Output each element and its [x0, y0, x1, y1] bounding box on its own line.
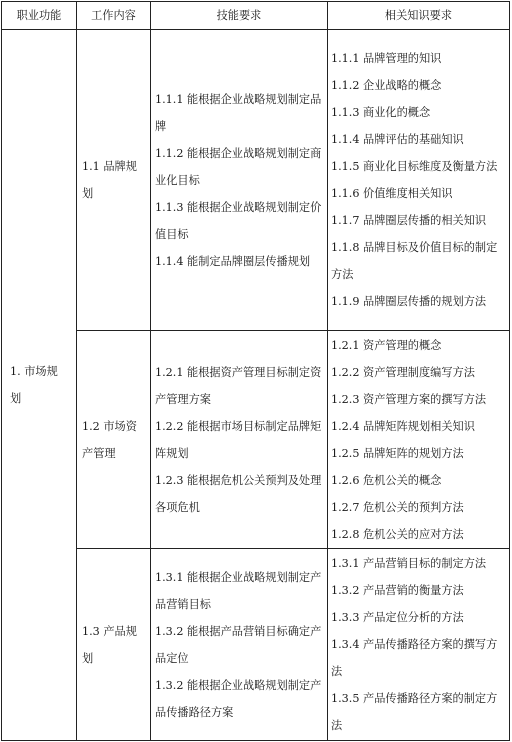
skill-item: 1.1.3 能根据企业战略规划制定价值目标 [155, 200, 322, 241]
knowledge-item: 1.1.9 品牌圈层传播的规划方法 [331, 295, 487, 308]
skills-cell [151, 331, 328, 549]
skill-item: 1.3.1 能根据企业战略规划制定产品营销目标 [155, 570, 322, 611]
knowledge-cell [328, 30, 510, 331]
knowledge-item: 1.1.5 商业化目标维度及衡量方法 [331, 160, 498, 173]
header-work: 工作内容 [77, 2, 151, 30]
knowledge-item: 1.2.4 品牌矩阵规划相关知识 [331, 419, 475, 433]
knowledge-cell [328, 331, 510, 549]
skills-cell [151, 549, 328, 741]
knowledge-item: 1.3.4 产品传播路径方案的撰写方法 [331, 638, 498, 678]
header-row [2, 2, 510, 30]
work-cell: 1.1 品牌规划 [77, 30, 151, 331]
knowledge-item: 1.1.3 商业化的概念 [331, 106, 431, 119]
skill-item: 1.2.3 能根据危机公关预判及处理各项危机 [155, 473, 322, 514]
knowledge-item: 1.2.8 危机公关的应对方法 [331, 527, 464, 541]
knowledge-item: 1.2.2 资产管理制度编写方法 [331, 365, 475, 379]
knowledge-item: 1.1.6 价值维度相关知识 [331, 187, 453, 200]
work-cell: 1.3 产品规划 [77, 549, 151, 741]
skill-item: 1.3.2 能根据产品营销目标确定产品定位 [155, 624, 322, 665]
skill-item: 1.2.1 能根据资产管理目标制定资产管理方案 [155, 365, 322, 406]
skill-item: 1.1.1 能根据企业战略规划制定品牌 [155, 92, 322, 133]
knowledge-item: 1.2.5 品牌矩阵的规划方法 [331, 446, 464, 460]
function-cell: 1. 市场规划 [2, 30, 77, 741]
knowledge-item: 1.2.7 危机公关的预判方法 [331, 500, 464, 514]
header-function: 职业功能 [2, 2, 77, 30]
knowledge-item: 1.2.6 危机公关的概念 [331, 473, 442, 487]
header-knowledge: 相关知识要求 [328, 2, 510, 30]
knowledge-item: 1.2.3 资产管理方案的撰写方法 [331, 392, 487, 406]
table-row [2, 30, 510, 331]
knowledge-item: 1.3.2 产品营销的衡量方法 [331, 584, 464, 597]
competency-table [1, 1, 510, 741]
knowledge-item: 1.1.7 品牌圈层传播的相关知识 [331, 214, 487, 227]
table-row [2, 331, 510, 549]
work-cell: 1.2 市场资产管理 [77, 331, 151, 549]
knowledge-item: 1.3.3 产品定位分析的方法 [331, 611, 464, 624]
skills-cell [151, 30, 328, 331]
knowledge-item: 1.2.1 资产管理的概念 [331, 338, 442, 352]
knowledge-item: 1.3.5 产品传播路径方案的制定方法 [331, 692, 498, 732]
knowledge-cell [328, 549, 510, 741]
knowledge-item: 1.1.8 品牌目标及价值目标的制定方法 [331, 241, 498, 281]
knowledge-item: 1.1.2 企业战略的概念 [331, 79, 442, 92]
knowledge-item: 1.3.1 产品营销目标的制定方法 [331, 557, 487, 570]
knowledge-item: 1.1.1 品牌管理的知识 [331, 52, 442, 65]
skill-item: 1.1.2 能根据企业战略规划制定商业化目标 [155, 146, 322, 187]
header-skills: 技能要求 [151, 2, 328, 30]
skill-item: 1.2.2 能根据市场目标制定品牌矩阵规划 [155, 419, 322, 460]
table-row [2, 549, 510, 741]
knowledge-item: 1.1.4 品牌评估的基础知识 [331, 133, 464, 146]
skill-item: 1.3.2 能根据企业战略规划制定产品传播路径方案 [155, 678, 322, 719]
skill-item: 1.1.4 能制定品牌圈层传播规划 [155, 254, 311, 268]
